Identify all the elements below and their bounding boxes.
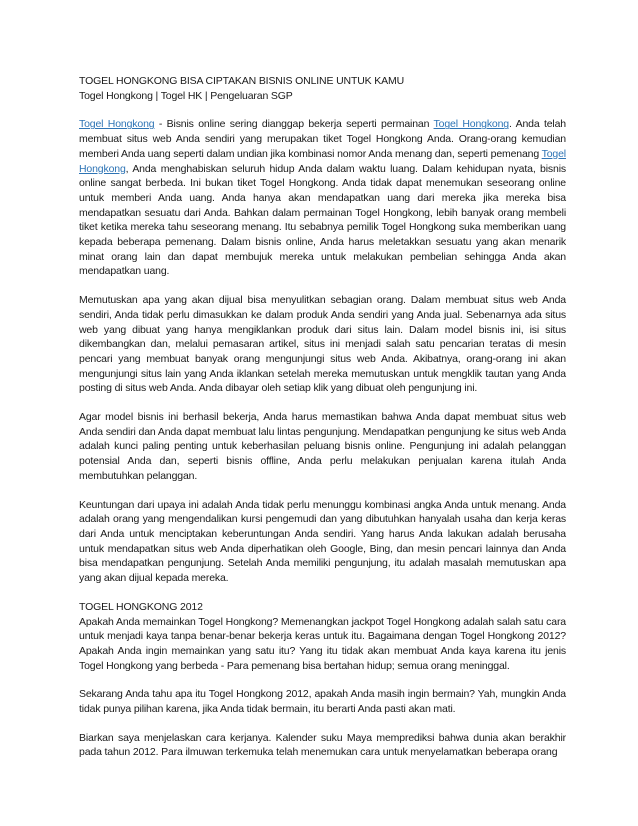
paragraph-1-text-b: . Anda telah membuat situs web Anda sendiri yang merupakan tiket Togel Hongkong Anda. Orang-orang kemudian memberi Anda uang seperti dalam undian jika kombinasi nomor Anda menang dan, seperti pemenang bbox=[79, 118, 566, 160]
togel-hongkong-link-1[interactable]: Togel Hongkong bbox=[79, 118, 155, 131]
paragraph-2: Memutuskan apa yang akan dijual bisa menyulitkan sebagian orang. Dalam membuat situs web Anda sendiri, Anda tidak perlu dimasukkan ke dalam produk Anda sendiri yang Anda jual. Sebenarnya ada situs web yang dibuat yang hanya mengiklankan produk dari situs lain. Dalam model bisnis ini, isi situs dikembangkan dan, melalui pemasaran artikel, situs ini menjadi salah satu pencarian teratas di mesin pencari yang membuat banyak orang mengunjungi situs web Anda. Akibatnya, orang-orang ini akan mengunjungi situs lain yang Anda iklankan setelah mereka memutuskan untuk mengklik tautan yang Anda posting di situs web Anda. Anda dibayar oleh setiap klik yang dibuat oleh pengunjung ini. bbox=[79, 294, 566, 395]
document-header bbox=[79, 74, 566, 103]
section-heading-2012: TOGEL HONGKONG 2012 bbox=[79, 600, 203, 613]
paragraph-1-text-a: - Bisnis online sering dianggap bekerja seperti permainan bbox=[154, 118, 434, 131]
togel-hongkong-link-2[interactable]: Togel Hongkong bbox=[433, 118, 509, 131]
document-title: TOGEL HONGKONG BISA CIPTAKAN BISNIS ONLINE UNTUK KAMU bbox=[79, 75, 405, 87]
paragraph-7: Biarkan saya menjelaskan cara kerjanya. Kalender suku Maya memprediksi bahwa dunia akan berakhir pada tahun 2012. Para ilmuwan terkemuka telah menemukan cara untuk menyelamatkan beberapa orang bbox=[79, 731, 566, 759]
paragraph-1-text-c: , Anda menghabiskan seluruh hidup Anda dalam waktu luang. Dalam kehidupan nyata, bisnis online sangat berbeda. Ini bukan tiket Togel Hongkong. Anda tidak dapat menemukan seseorang online untuk memberi Anda uang. Anda hanya akan mendapatkan uang dari mereka jika mereka bisa mendapatkan sesuatu dari Anda. Bahkan dalam permainan Togel Hongkong, lebih banyak orang membeli tiket ketika mereka tahu seseorang menang. Itu sebabnya pemilik Togel Hongkong suka memberikan uang kepada beberapa pemenang. Dalam bisnis online, Anda harus meletakkan sesuatu yang akan menarik minat orang lain dan dapat membujuk mereka untuk melakukan pembelian sehingga Anda akan mendapatkan uang. bbox=[79, 162, 566, 278]
paragraph-1 bbox=[79, 117, 566, 279]
paragraph-5 bbox=[79, 600, 566, 674]
paragraph-3: Agar model bisnis ini berhasil bekerja, Anda harus memastikan bahwa Anda dapat membuat situs web Anda sendiri dan Anda dapat membuat lalu lintas pengunjung. Mendapatkan pengunjung ke situs web Anda adalah kunci paling penting untuk keberhasilan peluang bisnis online. Pengunjung ini adalah pelanggan potensial Anda dan, seperti bisnis offline, Anda perlu melakukan penjualan karena itulah Anda membutuhkan pelanggan. bbox=[79, 411, 566, 482]
paragraph-6: Sekarang Anda tahu apa itu Togel Hongkong 2012, apakah Anda masih ingin bermain? Yah, mungkin Anda tidak punya pilihan karena, jika Anda tidak bermain, itu berarti Anda pasti akan mati. bbox=[79, 688, 566, 716]
document-subtitle: Togel Hongkong | Togel HK | Pengeluaran SGP bbox=[79, 89, 293, 102]
paragraph-5-text: Apakah Anda memainkan Togel Hongkong? Memenangkan jackpot Togel Hongkong adalah salah satu cara untuk menjadi kaya tanpa benar-benar bekerja keras untuk itu. Bagaimana dengan Togel Hongkong 2012? Apakah Anda ingin memainkan yang satu itu? Yang itu tidak akan membuat Anda kaya karena itu jenis Togel Hongkong yang berbeda - Para pemenang bisa bertahan hidup; semua orang meninggal. bbox=[79, 615, 566, 672]
togel-hongkong-link-3[interactable]: Togel Hongkong bbox=[79, 147, 566, 175]
paragraph-4: Keuntungan dari upaya ini adalah Anda tidak perlu menunggu kombinasi angka Anda untuk menang. Anda adalah orang yang mengendalikan kursi pengemudi dan yang dibutuhkan hanyalah usaha dan kerja keras dari Anda untuk menciptakan keberuntungan Anda sendiri. Yang harus Anda lakukan adalah berusaha untuk mendapatkan situs web Anda diperhatikan oleh Google, Bing, dan mesin pencari lainnya dan Anda bisa mendapatkan pengunjung. Setelah Anda memiliki pengunjung, itu adalah masalah memutuskan apa yang akan dijual kepada mereka. bbox=[79, 498, 566, 585]
